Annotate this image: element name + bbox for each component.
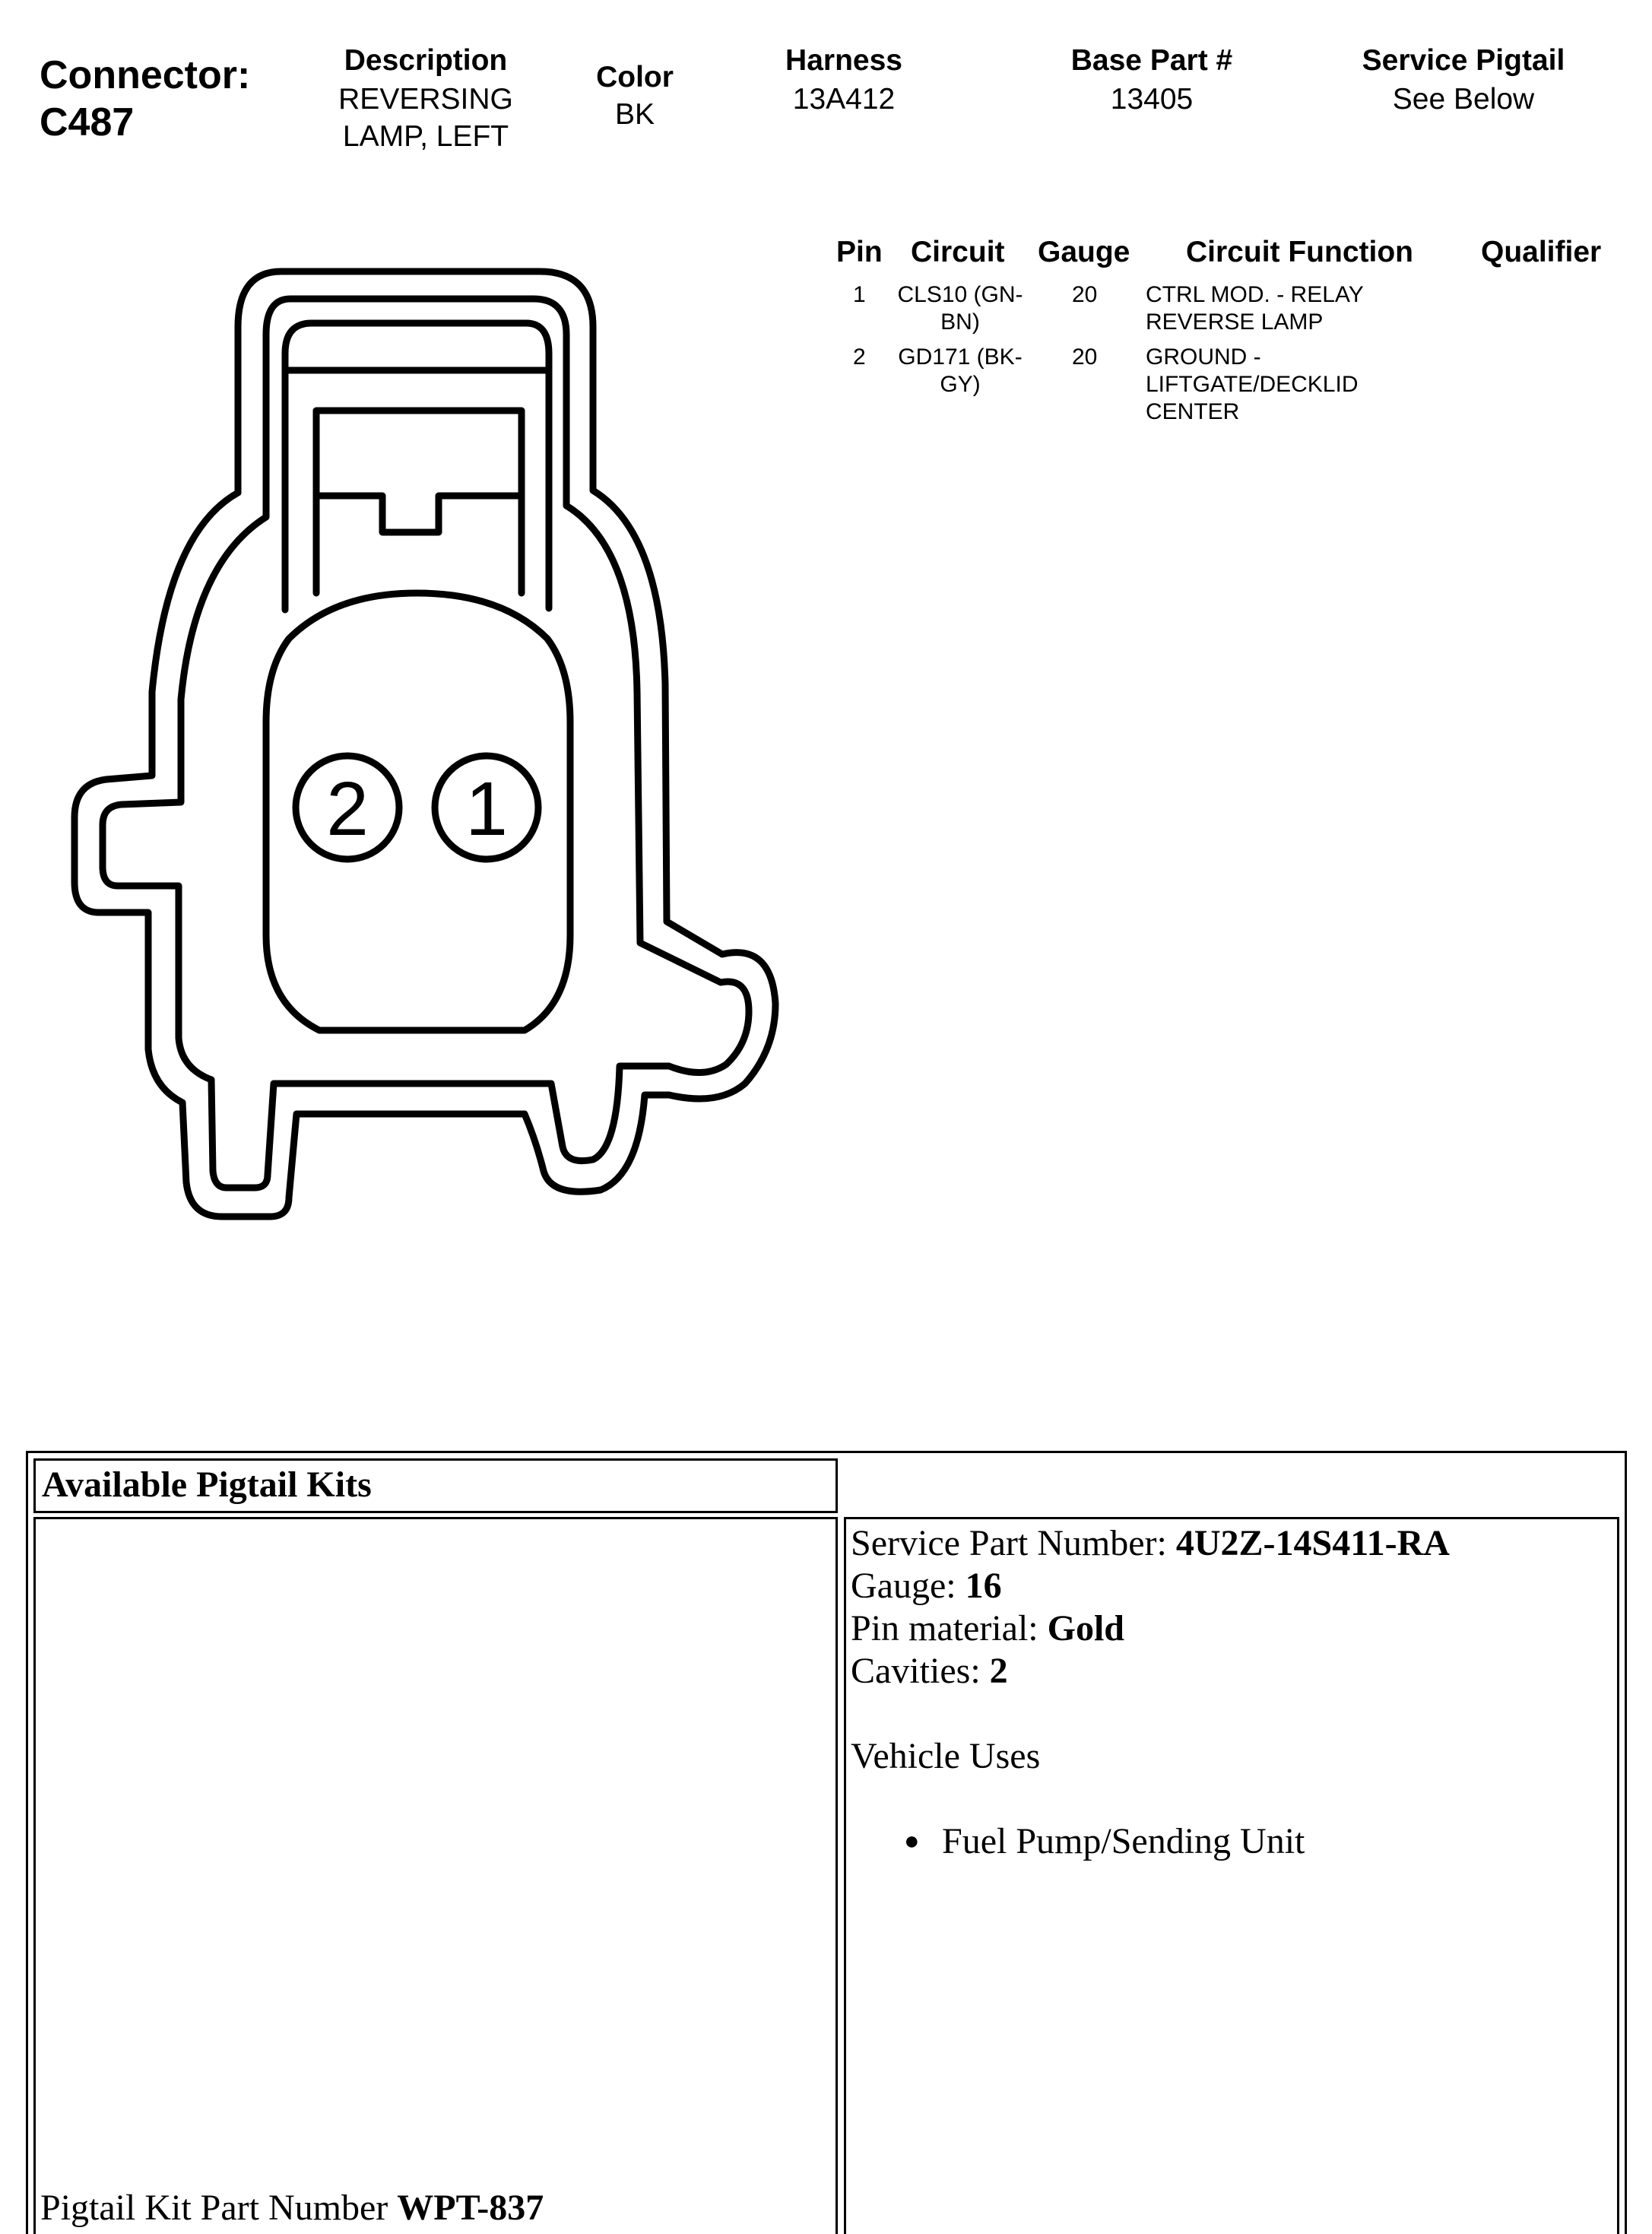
pigtail-kit-part-label: Pigtail Kit Part Number [40,2188,398,2228]
vehicle-uses-list [851,1820,1450,1863]
color-column [574,61,696,133]
latch-tab [316,411,522,593]
pin-row-2-function-line-1: GROUND - [1146,344,1261,370]
service-part-number-label: Service Part Number: [851,1523,1176,1563]
pigtail-kit-part-value: WPT-837 [397,2188,544,2228]
gauge-label: Gauge: [851,1566,966,1606]
base-part-header: Base Part # [1070,44,1233,77]
pin-table-header-function: Circuit Function [1186,236,1413,268]
pin-2-label: 2 [326,766,369,852]
color-value: BK [614,98,655,131]
base-part-column [1034,44,1270,118]
latch-notch [316,496,522,532]
pin-row-2-circuit-line-2: GY) [940,372,981,397]
description-header: Description [344,44,508,77]
service-part-number-line [851,1522,1450,1565]
vehicle-uses-heading: Vehicle Uses [851,1736,1041,1776]
service-pigtail-value: See Below [1392,83,1535,116]
cavities-line [851,1650,1450,1693]
vehicle-use-label: Fuel Pump/Sending Unit [942,1821,1305,1861]
gauge-line [851,1565,1450,1607]
pin-material-value: Gold [1047,1608,1124,1649]
pin-material-line [851,1607,1450,1650]
housing-inner-outline [103,299,749,1188]
pin-row-2-pin: 2 [853,344,866,370]
connector-title [40,52,250,146]
service-pigtail-column [1327,44,1600,118]
description-column [312,44,540,155]
harness-column [753,44,935,118]
pin-table-header-pin: Pin [836,236,883,268]
pin-row-1-pin: 1 [853,282,866,307]
pin-row-1-circuit-line-2: BN) [940,309,980,335]
pin-row-2-circuit-line-1: GD171 (BK- [898,344,1023,370]
pigtail-image-cell [33,1517,838,2234]
harness-header: Harness [785,44,902,77]
pin-row-1-circuit-line-1: CLS10 (GN- [897,282,1023,307]
connector-id: C487 [40,100,135,144]
description-line-1: REVERSING [338,83,513,116]
pigtail-kit-part-number [40,2187,544,2229]
pin-table-header-qualifier: Qualifier [1481,236,1602,268]
terminal-cavity-outline [266,593,570,1030]
connector-face-diagram [61,259,791,1247]
pigtail-heading-box [33,1458,838,1513]
pin-row-2-circuit [888,344,1032,398]
pin-row-1-gauge: 20 [1072,282,1098,307]
pin-table-header-circuit: Circuit [911,236,1005,268]
pigtail-details-cell [844,1517,1619,2234]
pin-row-2-function-line-3: CENTER [1146,399,1240,424]
pin-table-header-gauge: Gauge [1038,236,1130,268]
cavities-value: 2 [989,1651,1008,1691]
pin-row-1-function-line-1: CTRL MOD. - RELAY [1146,282,1364,307]
pin-row-2-function-line-2: LIFTGATE/DECKLID [1146,372,1359,397]
latch-upper-frame [285,323,549,610]
pigtail-details [851,1522,1450,1863]
pin-material-label: Pin material: [851,1608,1048,1649]
gauge-value: 16 [965,1566,1002,1606]
description-line-2: LAMP, LEFT [342,120,509,153]
service-part-number-value: 4U2Z-14S411-RA [1175,1523,1450,1563]
pin-row-1-function [1146,281,1364,336]
pin-1-label: 1 [465,766,508,852]
color-header: Color [596,61,674,94]
bullet-icon: ● [904,1827,920,1855]
pin-row-2-function [1146,344,1359,426]
pin-row-1-circuit [888,281,1032,336]
vehicle-use-item [851,1820,1450,1863]
pigtail-heading: Available Pigtail Kits [42,1464,372,1505]
connector-label: Connector: [40,53,251,97]
pin-row-1-function-line-2: REVERSE LAMP [1146,309,1324,335]
base-part-value: 13405 [1110,83,1194,116]
harness-value: 13A412 [792,83,896,116]
cavities-label: Cavities: [851,1651,990,1691]
pin-row-2-gauge: 20 [1072,344,1098,370]
service-pigtail-header: Service Pigtail [1362,44,1565,77]
